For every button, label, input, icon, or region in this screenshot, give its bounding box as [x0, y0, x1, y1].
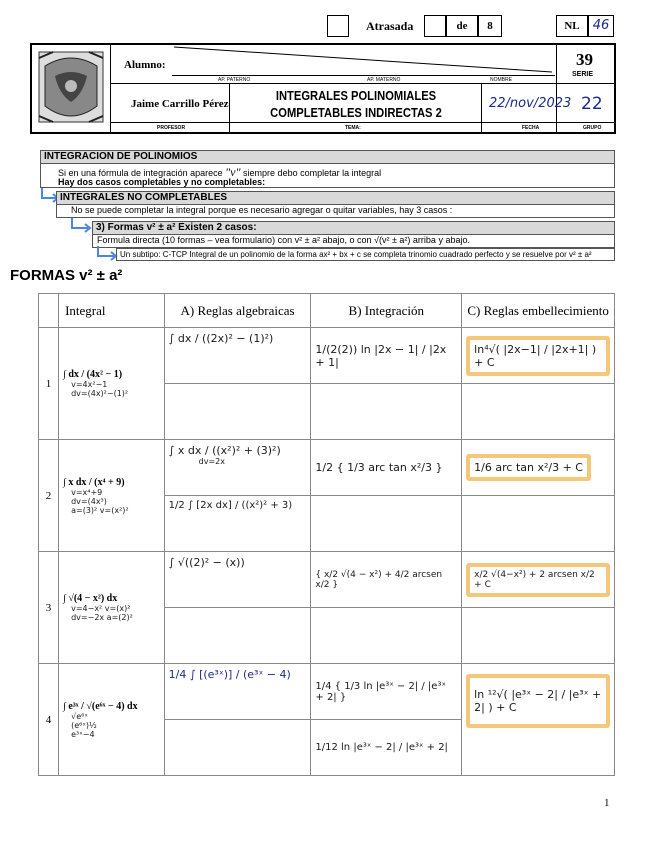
integral-note: v=x⁴+9 [71, 487, 103, 497]
integracion-cell [311, 328, 462, 384]
nl-value-box [588, 15, 614, 37]
formula-directa: Formula directa (10 formas – vea formulario) con v² ± a² abajo, o con √(v² ± a²) arriba y abajo. [92, 234, 615, 248]
reglas-cell [164, 552, 311, 608]
header-divider-v1 [110, 43, 111, 134]
integracion-cell [311, 440, 462, 496]
formas-title: 3) Formas v² ± a² Existen 2 casos: [92, 221, 615, 235]
de-value-box [478, 15, 502, 37]
profesor-label: PROFESOR [157, 125, 186, 131]
no-completables-title: INTEGRALES NO COMPLETABLES [56, 191, 615, 205]
reglas-cell [164, 496, 311, 552]
table-row [39, 328, 615, 384]
embellecimiento-cell [462, 664, 615, 776]
atrasada-label: Atrasada [366, 19, 414, 33]
integral-note: (e⁶ˣ)½ [71, 720, 97, 730]
alumno-label: Alumno: [124, 59, 166, 71]
page-number: 1 [604, 797, 610, 809]
table-row [39, 552, 615, 608]
integral-note: a=(3)² v=(x²)² [71, 505, 129, 515]
embellecimiento-cell [462, 440, 615, 496]
embellecimiento-cell-empty [462, 384, 615, 440]
embellecimiento-cell [462, 328, 615, 384]
integral-cell [59, 440, 165, 552]
name-strike-line [172, 44, 556, 76]
reglas-cell [164, 664, 311, 720]
reglas-expr: ∫ dx / ((2x)² − (1)²) [168, 332, 274, 345]
integracion-cell-empty [311, 608, 462, 664]
nl-label: NL [564, 20, 580, 32]
integral-note: v=4−x² v=(x)² [71, 604, 131, 613]
integral-note: dv=−2x a=(2)² [71, 613, 133, 622]
embellecimiento-expr: ln⁴√( |2x−1| / |2x+1| ) + C [466, 336, 610, 376]
header-num [39, 294, 59, 328]
grupo-label: GRUPO [583, 125, 602, 131]
integral-expr: ∫ e³ˣ / √(e⁶ˣ − 4) dx [63, 700, 138, 712]
header-reglas: A) Reglas algebraicas [164, 294, 311, 328]
de-value: 8 [487, 20, 493, 32]
fecha-label: FECHA [522, 125, 540, 131]
integracion-expr: 1/2 { 1/3 arc tan x²/3 } [315, 461, 443, 474]
reglas-cell-empty [164, 384, 311, 440]
integracion-cell [311, 552, 462, 608]
header-hline [110, 83, 616, 84]
profesor-name: Jaime Carrillo Pérez [131, 98, 229, 110]
integral-cell [59, 552, 165, 664]
blank-box [327, 15, 349, 37]
embellecimiento-cell [462, 552, 615, 608]
integral-note: √e⁶ˣ [71, 711, 88, 721]
integral-expr: ∫ x dx / (x⁴ + 9) [63, 476, 125, 488]
integral-note: e³ˣ−4 [71, 729, 95, 739]
integracion-title: INTEGRACION DE POLINOMIOS [40, 150, 615, 164]
footer-hline [110, 122, 616, 123]
reglas-expr: 1/4 ∫ [(e³ˣ)] / (e³ˣ − 4) [168, 668, 291, 681]
fecha-value: 22/nov/2023 [489, 96, 572, 111]
reglas-cell [164, 328, 311, 384]
integracion-expr-2: 1/12 ln |e³ˣ − 2| / |e³ˣ + 2| [315, 742, 448, 753]
no-completables-text: No se puede completar la integral porque es necesario agregar o quitar variables, hay 3 casos : [56, 204, 615, 218]
tema-divider-right [481, 83, 482, 134]
integral-expr: ∫ dx / (4x² − 1) [63, 369, 123, 380]
serie-number: 39 [576, 50, 593, 69]
integrals-table [38, 293, 615, 776]
integral-note: dv=(4x³) [71, 496, 107, 506]
line1-b: siempre debo completar la integral [243, 168, 382, 178]
embellecimiento-expr: ln ¹²√( |e³ˣ − 2| / |e³ˣ + 2| ) + C [466, 674, 610, 728]
table-row [39, 440, 615, 496]
nl-box [556, 15, 588, 37]
row-number: 4 [39, 664, 59, 776]
integracion-line2: Hay dos casos completables y no completables: [58, 177, 266, 187]
reglas-expr: ∫ x dx / ((x²)² + (3)²) [168, 444, 281, 457]
unam-logo [33, 46, 109, 130]
title-line1: INTEGRALES POLINOMIALES [275, 88, 437, 103]
integracion-expr: 1/4 { 1/3 ln |e³ˣ − 2| / |e³ˣ + 2| } [315, 680, 446, 703]
header-embellecimiento: C) Reglas embellecimiento [462, 294, 615, 328]
de-label: de [456, 20, 468, 32]
header-divider-v2 [556, 43, 557, 134]
header-integracion: B) Integración [311, 294, 462, 328]
integral-expr: ∫ √(4 − x²) dx [63, 593, 118, 604]
embellecimiento-cell-empty [462, 608, 615, 664]
integracion-cell [311, 720, 462, 776]
title-line2: COMPLETABLES INDIRECTAS 2 [270, 105, 442, 120]
reglas-cell [164, 440, 311, 496]
embellecimiento-cell-empty [462, 496, 615, 552]
reglas-note: dv=2x [198, 457, 225, 466]
integracion-cell-empty [311, 496, 462, 552]
serie-label: SERIE [572, 71, 594, 78]
ap-paterno-label: AP. PATERNO [218, 77, 251, 83]
reglas-expr: ∫ √((2)² − (x)) [168, 556, 245, 569]
tema-label: TEMA: [345, 125, 361, 131]
reglas-cell-empty [164, 608, 311, 664]
integracion-cell [311, 664, 462, 720]
table-header-row [39, 294, 615, 328]
integral-cell [59, 664, 165, 776]
arrow-icon [70, 216, 92, 236]
integracion-expr: { x/2 √(4 − x²) + 4/2 arcsen x/2 } [315, 569, 443, 590]
row-number: 3 [39, 552, 59, 664]
embellecimiento-expr: x/2 √(4−x²) + 2 arcsen x/2 + C [466, 563, 610, 597]
formas-heading: FORMAS v² ± a² [10, 267, 123, 284]
unam-seal-icon [33, 46, 109, 130]
integracion-cell-empty [311, 384, 462, 440]
integracion-expr: 1/(2(2)) ln |2x − 1| / |2x + 1| [315, 342, 447, 369]
integral-note: v=4x²−1 [71, 380, 108, 389]
line1-symbol: "v" [225, 165, 241, 179]
tema-divider-left [229, 83, 230, 134]
embellecimiento-expr: 1/6 arc tan x²/3 + C [466, 454, 591, 481]
header-integral: Integral [59, 294, 165, 328]
de-box [446, 15, 478, 37]
grupo-value: 22 [581, 94, 603, 114]
table-row [39, 664, 615, 720]
row-number: 2 [39, 440, 59, 552]
subtipo: Un subtipo: C-TCP Integral de un polinomio de la forma ax² + bx + c se completa trinomio cuadrado perfecto y se resuelve por v² ± a² [116, 248, 615, 261]
late-count-box [424, 15, 446, 37]
reglas-expr-2: 1/2 ∫ [2x dx] / ((x²)² + 3) [168, 500, 293, 511]
ap-materno-label: AP. MATERNO [367, 77, 401, 83]
integral-cell [59, 328, 165, 440]
row-number: 1 [39, 328, 59, 440]
arrow-icon [96, 244, 118, 264]
nl-value: 46 [592, 18, 610, 33]
nombre-label: NOMBRE [490, 77, 512, 83]
line1-a: Si en una fórmula de integración aparece [58, 168, 223, 178]
integral-note: dv=(4x)²−(1)² [71, 389, 129, 398]
reglas-cell-empty [164, 720, 311, 776]
